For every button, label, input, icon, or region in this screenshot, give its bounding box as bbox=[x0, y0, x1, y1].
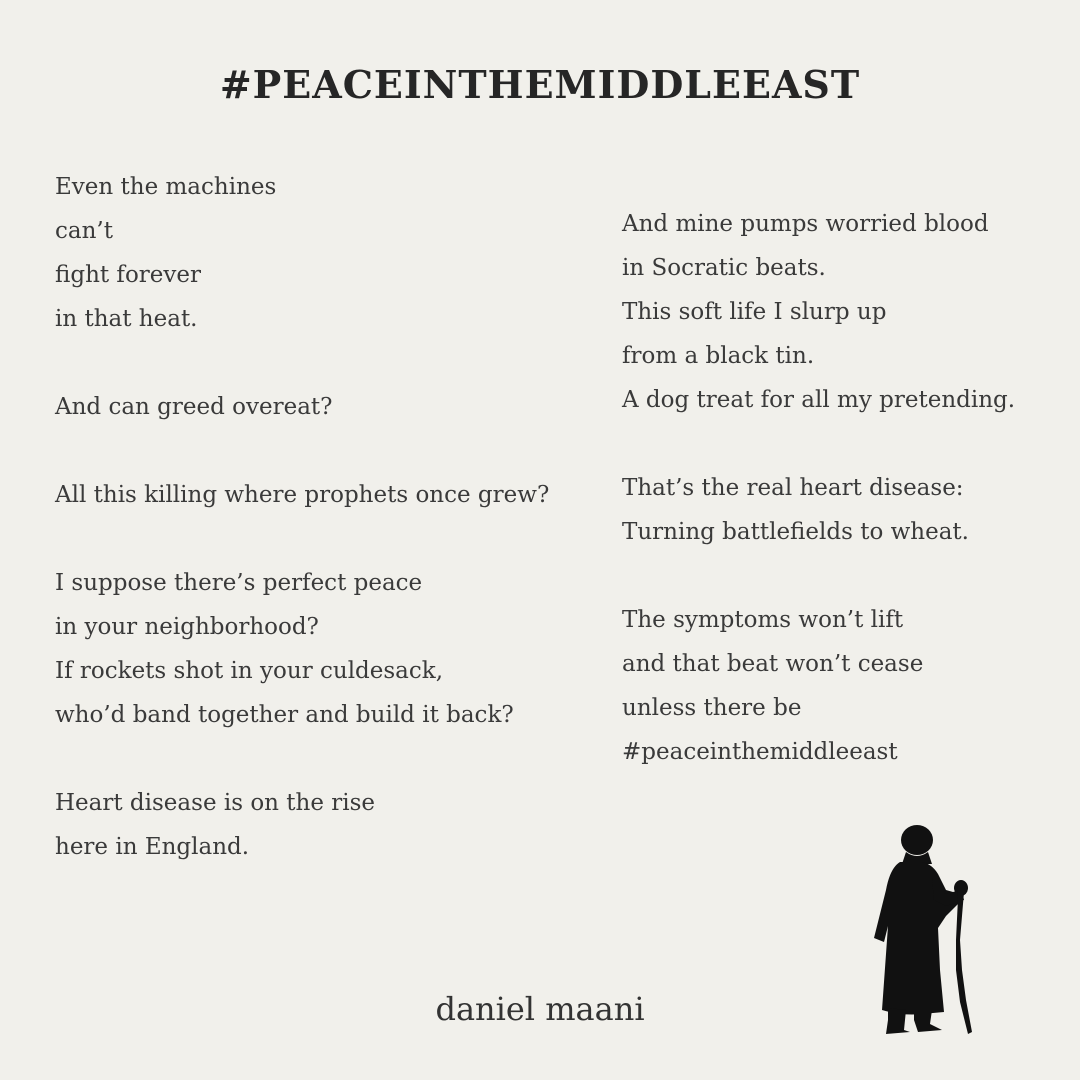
stanza bbox=[622, 202, 1072, 422]
poem-line: in Socratic beats. bbox=[622, 255, 826, 281]
stanza bbox=[55, 561, 600, 737]
poem-line: in your neighborhood? bbox=[55, 614, 319, 640]
poem-line: The symptoms won’t lift bbox=[622, 607, 904, 633]
elderly-figure-with-cane-silhouette bbox=[862, 820, 982, 1040]
poem-line: That’s the real heart disease: bbox=[622, 475, 964, 501]
stanza bbox=[55, 781, 600, 869]
poem-line: can’t bbox=[55, 218, 113, 244]
poem-line: here in England. bbox=[55, 834, 250, 860]
poem-line: A dog treat for all my pretending. bbox=[622, 387, 1016, 413]
poem-left-column bbox=[55, 165, 600, 869]
poem-line: And can greed overeat? bbox=[55, 394, 333, 420]
poem-line: Heart disease is on the rise bbox=[55, 790, 376, 816]
stanza bbox=[622, 466, 1072, 554]
stanza bbox=[55, 473, 600, 517]
stanza bbox=[55, 165, 600, 341]
poem-line: unless there be bbox=[622, 695, 802, 721]
poem-line: from a black tin. bbox=[622, 343, 815, 369]
stanza bbox=[55, 385, 600, 429]
poem-line: If rockets shot in your culdesack, bbox=[55, 658, 444, 684]
poem-title: #PEACEINTHEMIDDLEEAST bbox=[219, 62, 861, 107]
poem-line: Even the machines bbox=[55, 174, 277, 200]
poem-right-column bbox=[622, 202, 1072, 774]
poem-line: #peaceinthemiddleeast bbox=[622, 739, 898, 765]
poem-line: and that beat won’t cease bbox=[622, 651, 924, 677]
poem-line: Turning battlefields to wheat. bbox=[622, 519, 969, 545]
poem-line: I suppose there’s perfect peace bbox=[55, 570, 423, 596]
poem-line: who’d band together and build it back? bbox=[55, 702, 514, 728]
poem-line: fight forever bbox=[55, 262, 201, 288]
author-name: daniel maani bbox=[435, 990, 645, 1028]
poem-line: This soft life I slurp up bbox=[622, 299, 887, 325]
stanza bbox=[622, 598, 1072, 774]
poem-line: And mine pumps worried blood bbox=[622, 211, 989, 237]
poem-line: All this killing where prophets once grew? bbox=[55, 482, 550, 508]
poem-line: in that heat. bbox=[55, 306, 198, 332]
